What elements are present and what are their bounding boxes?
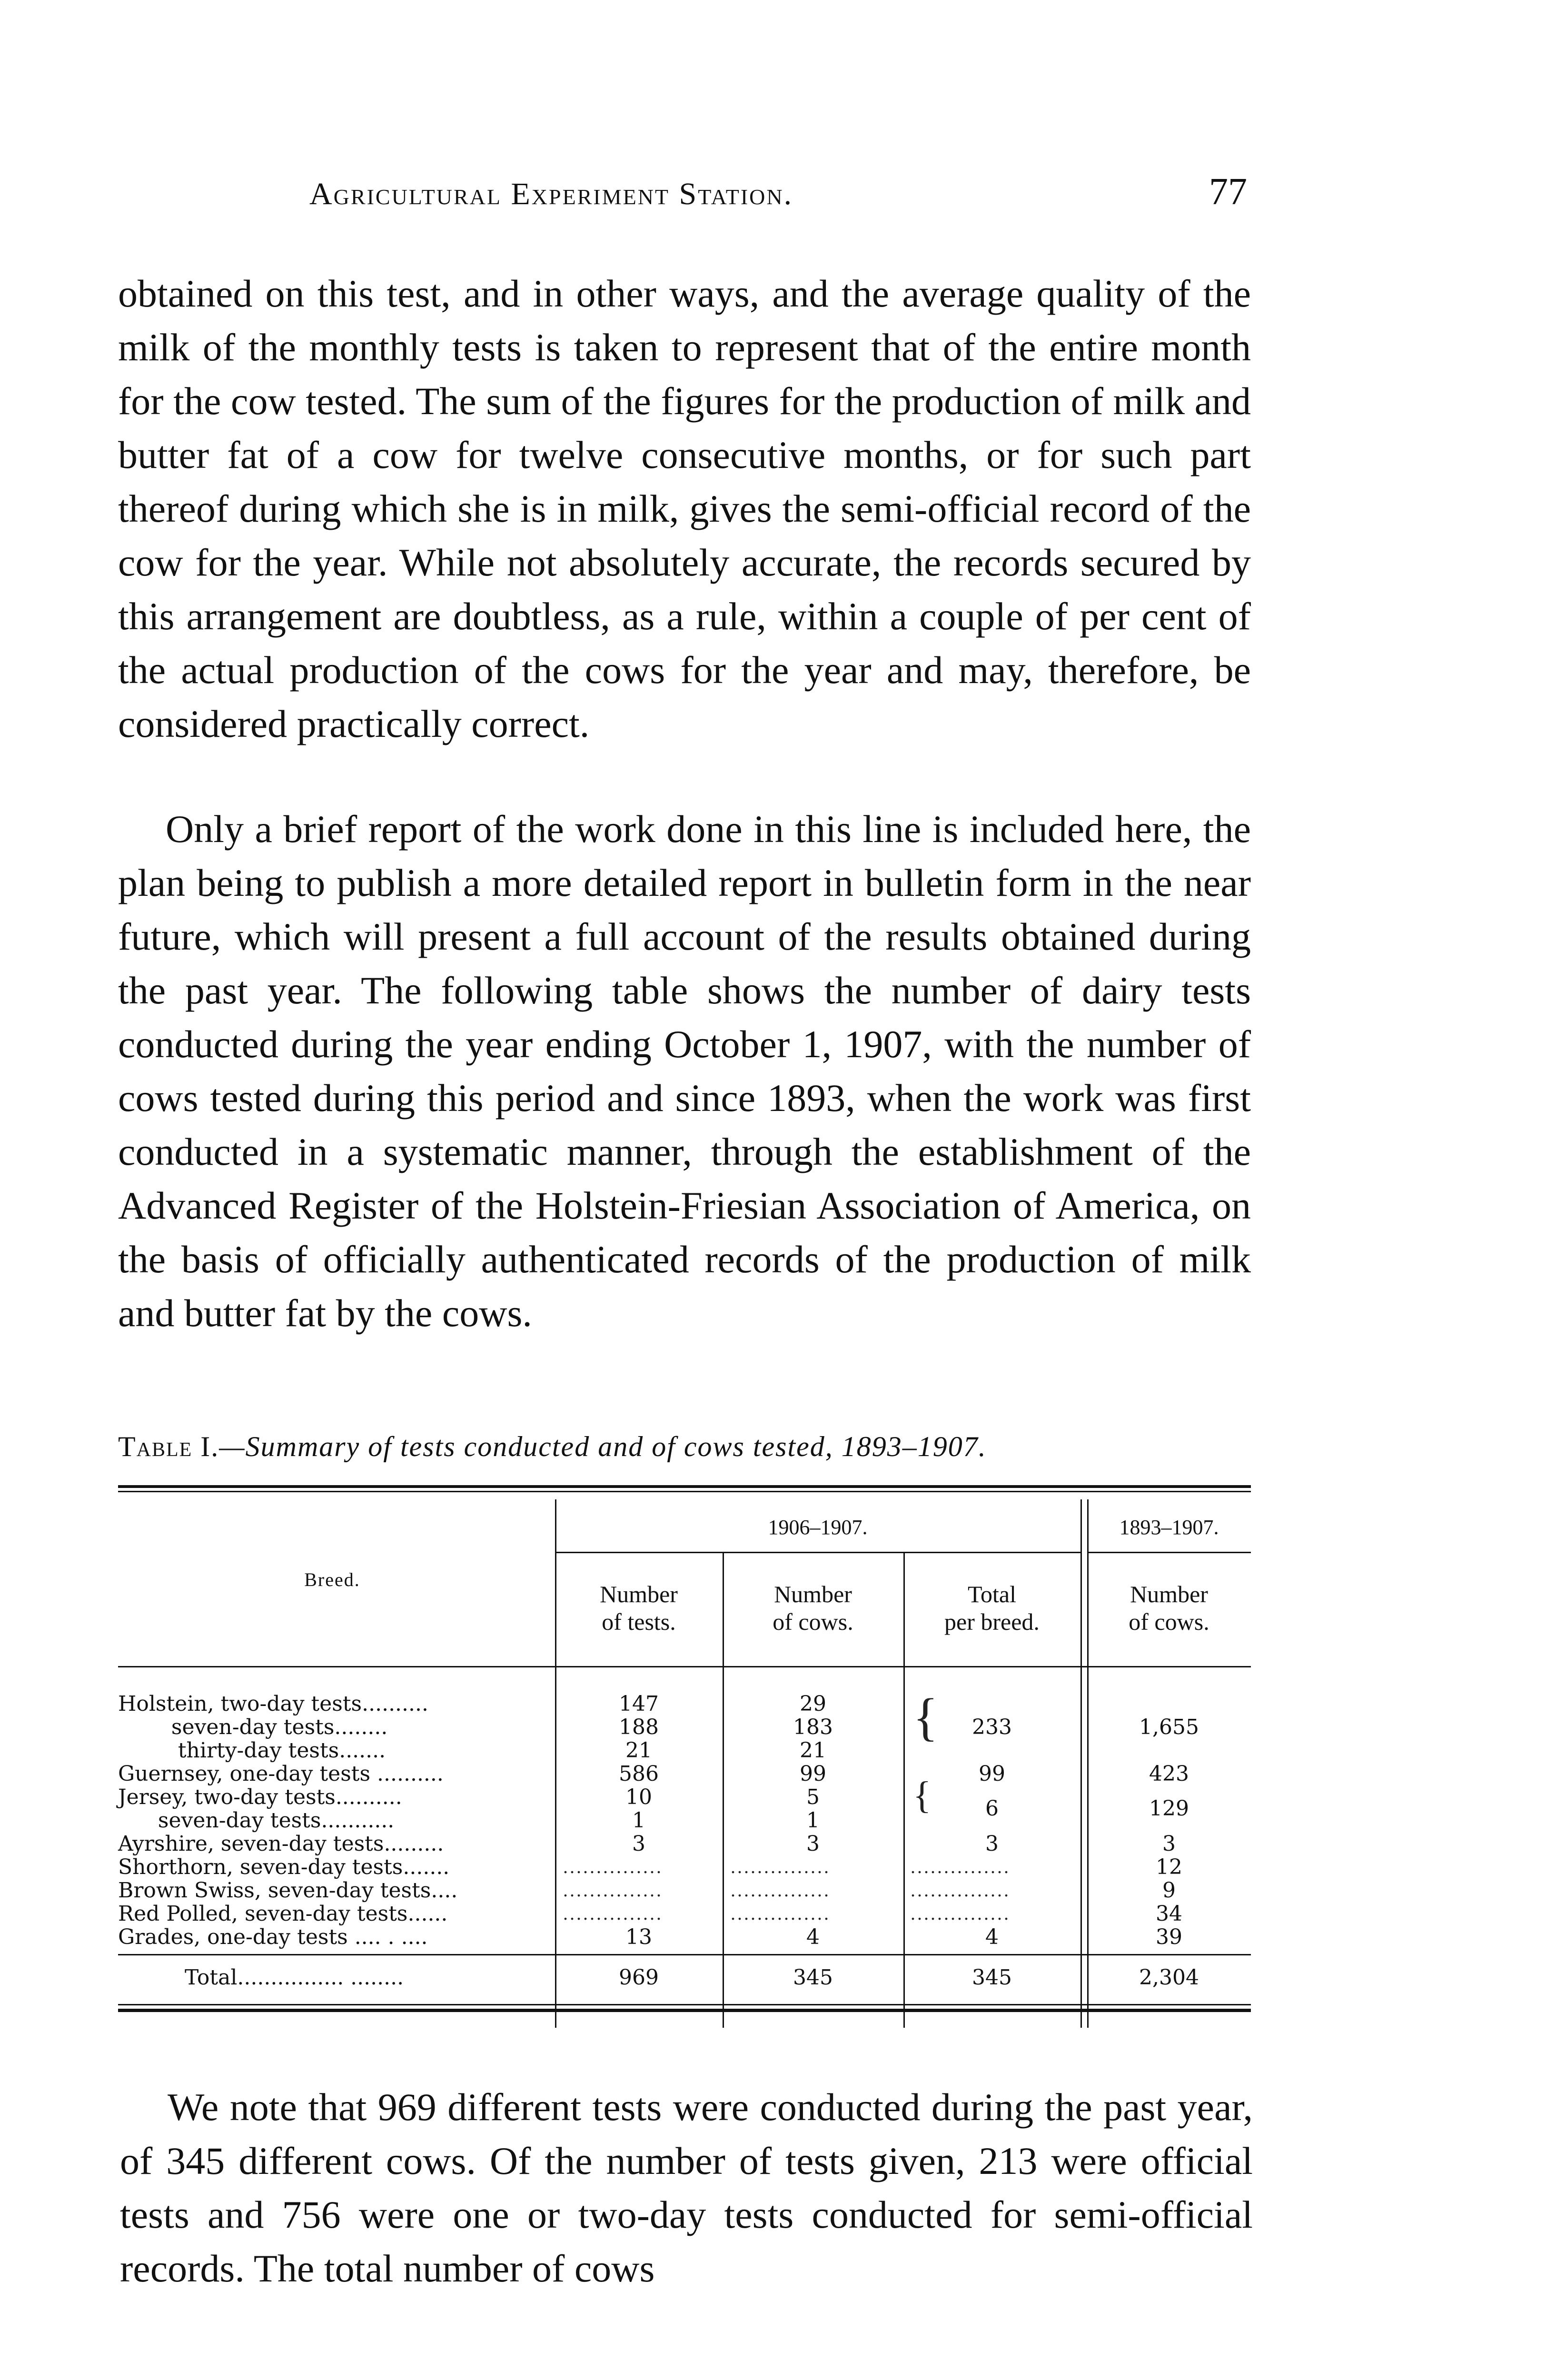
col-cows-header [723, 1580, 903, 1636]
paragraph-1: obtained on this test, and in other ways, and the average quality of the milk of the monthly tests is taken to represent that of the entire month for the cow tested. The sum of the figures for the production of milk and butter fat of a cow for twelve consecutive months, or for such part thereof during which she is in milk, gives the semi-official record of the cow for the year. While not absolutely accurate, the records secured by this arrangement are doubtless, as a rule, within a couple of per cent of the actual production of the cows for the year and may, therefore, be considered practically correct. [118, 272, 1251, 745]
col-total-header [903, 1580, 1080, 1636]
total-label: Total................ ........ [185, 1965, 404, 1990]
table-row-breed: Grades, one-day tests .... . .... [118, 1925, 428, 1949]
table-cell-total: 99 [979, 1762, 1005, 1786]
brace-holstein: { [913, 1688, 938, 1746]
table-cell-all-cows: 34 [1156, 1902, 1182, 1926]
col-all-cows-header-line2: of cows. [1129, 1608, 1209, 1635]
table-row-breed: Holstein, two-day tests.......... [118, 1692, 428, 1716]
table-cell-all-cows: 423 [1149, 1762, 1189, 1786]
table-row-breed: Red Polled, seven-day tests...... [118, 1902, 448, 1926]
table-bottom-rule [118, 2009, 1251, 2012]
table-row-breed: Brown Swiss, seven-day tests.... [118, 1878, 458, 1903]
table-cell-all-cows: 12 [1156, 1855, 1182, 1879]
summary-table [118, 1485, 1251, 2033]
table-cell-cows: 3 [806, 1832, 820, 1856]
period-b-rule [1087, 1552, 1251, 1553]
period-a-header: 1906–1907. [768, 1516, 868, 1539]
table-cell-cows: 5 [806, 1785, 820, 1809]
page-number: 77 [1209, 171, 1247, 213]
table-cell-total: 4 [985, 1925, 999, 1949]
table-cell-cows: 183 [793, 1715, 833, 1739]
paragraph-3: We note that 969 different tests were conducted during the past year, of 345 different cows. Of the number of tests given, 213 were official tests and 756 were one or two-day tests conducted for semi-official records. The total number of cows [120, 2085, 1253, 2290]
total-tests: 969 [619, 1965, 659, 1990]
table-caption-text: —Summary of tests conducted and of cows tested, 1893–1907. [219, 1431, 987, 1462]
leader-dots: ............... [911, 1879, 1011, 1901]
table-cell-all-cows: 39 [1156, 1925, 1182, 1949]
table-row-breed: Shorthorn, seven-day tests....... [118, 1855, 450, 1879]
table-cell-tests: 3 [632, 1832, 645, 1856]
table-vrule [1080, 1499, 1082, 2028]
table-cell-all-cows: 129 [1149, 1796, 1189, 1821]
table-row-breed: Ayrshire, seven-day tests......... [118, 1832, 444, 1856]
table-top-rule [118, 1485, 1251, 1488]
table-caption [118, 1430, 1260, 1463]
table-caption-lead: Table I. [118, 1431, 219, 1462]
brace-jersey: { [913, 1775, 932, 1816]
table-row-breed: Guernsey, one-day tests .......... [118, 1762, 444, 1786]
header-bottom-rule [118, 1666, 1251, 1667]
total-per-breed: 345 [972, 1965, 1012, 1990]
table-cell-tests: 21 [625, 1738, 652, 1763]
table-cell-tests: 13 [625, 1925, 652, 1949]
leader-dots: ............... [731, 1879, 831, 1901]
col-total-header-line2: per breed. [944, 1608, 1040, 1635]
col-cows-header-line1: Number [774, 1581, 852, 1607]
leader-dots: ............... [731, 1856, 831, 1877]
leader-dots: ............... [563, 1856, 663, 1877]
leader-dots: ............... [731, 1903, 831, 1924]
col-total-header-line1: Total [967, 1581, 1017, 1607]
table-cell-cows: 21 [800, 1738, 826, 1763]
table-cell-cows: 1 [806, 1808, 820, 1833]
table-cell-all-cows: 3 [1162, 1832, 1176, 1856]
table-cell-tests: 10 [625, 1785, 652, 1809]
period-a-rule [555, 1552, 1080, 1553]
running-title: Agricultural Experiment Station. [309, 177, 793, 211]
table-cell-tests: 188 [619, 1715, 659, 1739]
table-cell-cows: 29 [800, 1692, 826, 1716]
table-top-rule-thin [118, 1491, 1251, 1492]
table-row-breed: seven-day tests........ [118, 1715, 388, 1739]
total-rule [118, 1954, 1251, 1955]
period-b-header: 1893–1907. [1119, 1516, 1219, 1539]
paragraph-2: Only a brief report of the work done in this line is included here, the plan being to publish a more detailed report in bulletin form in the near future, which will present a full account of the results obtained during the past year. The following table shows the number of dairy tests conducted during the year ending October 1, 1907, with the number of cows tested during this period and since 1893, when the work was first conducted in a systematic manner, through the establishment of the Advanced Register of the Holstein-Friesian Association of America, on the basis of officially authenticated records of the production of milk and butter fat by the cows. [118, 807, 1251, 1335]
leader-dots: ............... [911, 1903, 1011, 1924]
table-cell-tests: 1 [632, 1808, 645, 1833]
table-cell-tests: 147 [619, 1692, 659, 1716]
col-tests-header-line1: Number [600, 1581, 678, 1607]
table-bottom-rule-thin [118, 2004, 1251, 2005]
col-all-cows-header [1087, 1580, 1251, 1636]
breed-header: Breed. [304, 1569, 360, 1590]
total-all-cows: 2,304 [1139, 1965, 1199, 1990]
table-cell-cows: 4 [806, 1925, 820, 1949]
table-row-breed: thirty-day tests....... [118, 1738, 386, 1763]
leader-dots: ............... [563, 1903, 663, 1924]
table-cell-total: 6 [985, 1796, 999, 1821]
col-all-cows-header-line1: Number [1130, 1581, 1208, 1607]
table-cell-cows: 99 [800, 1762, 826, 1786]
table-cell-all-cows: 1,655 [1139, 1715, 1199, 1739]
table-row-breed: Jersey, two-day tests.......... [118, 1785, 402, 1809]
col-tests-header-line2: of tests. [602, 1608, 676, 1635]
col-tests-header [555, 1580, 723, 1636]
table-cell-total: 233 [972, 1715, 1012, 1739]
table-row-breed: seven-day tests........... [118, 1808, 395, 1833]
table-cell-all-cows: 9 [1162, 1878, 1176, 1903]
col-cows-header-line2: of cows. [773, 1608, 853, 1635]
total-cows: 345 [793, 1965, 833, 1990]
leader-dots: ............... [911, 1856, 1011, 1877]
table-cell-tests: 586 [619, 1762, 659, 1786]
leader-dots: ............... [563, 1879, 663, 1901]
table-cell-total: 3 [985, 1832, 999, 1856]
